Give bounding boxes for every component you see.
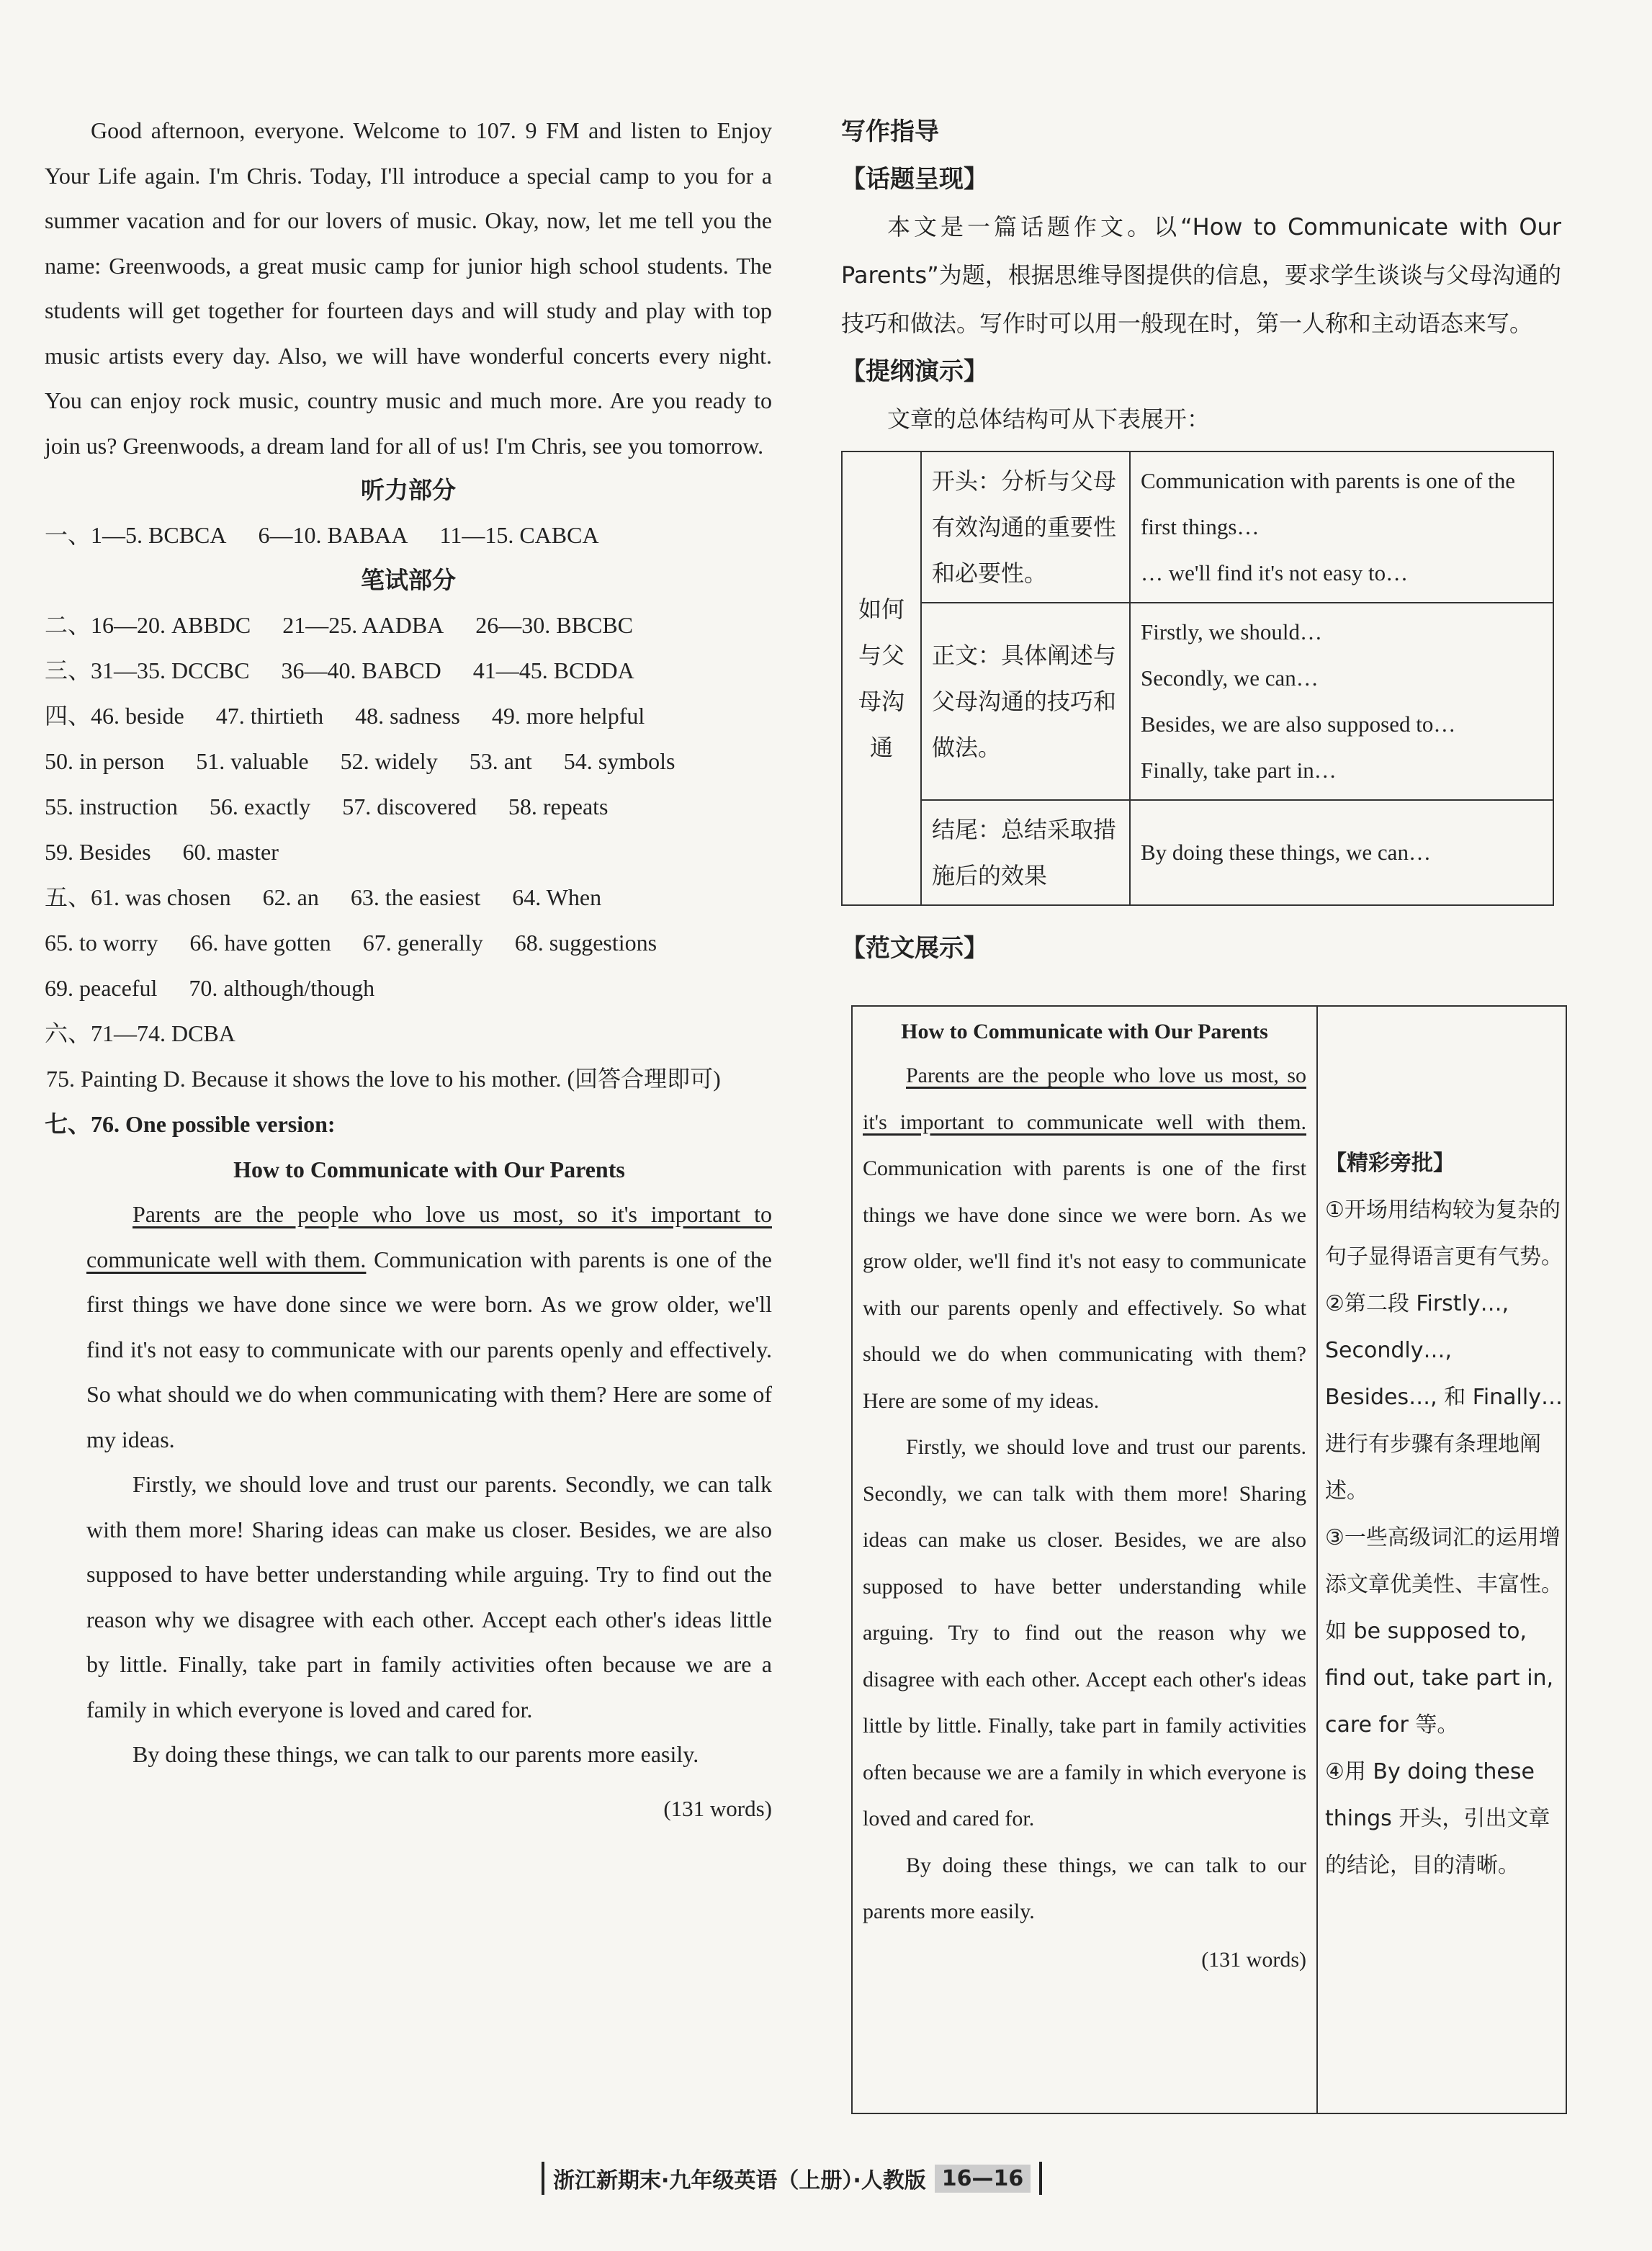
written-section-title: 笔试部分 — [361, 566, 456, 594]
answers-section-5b: 65. to worry 66. have gotten 67. generally 68. suggestions — [45, 930, 657, 956]
comment-2: ②第二段 Firstly…, Secondly…, Besides…, 和 Finally…进行有步骤有条理地阐述。 — [1325, 1291, 1563, 1504]
sample-paragraph-1: Parents are the people who love us most, so it's important to communicate well with them. Communication with parents is one of the first things we have done since we were born. As we grow older, we'll find it's not easy to communicate with our parents openly and effectively. So what should we do when communicating with them? Here are some of my ideas. — [863, 1064, 1306, 1413]
essay-title: How to Communicate with Our Parents — [233, 1156, 625, 1182]
answers-section-6: 六、71—74. DCBA — [45, 1020, 235, 1046]
page-footer — [533, 2160, 1051, 2196]
page-number: 16—16 — [935, 2165, 1031, 2193]
outline-part-2: 正文：具体阐述与父母沟通的技巧和做法。 — [921, 603, 1130, 800]
sample-label: 【范文展示】 — [841, 934, 988, 963]
comment-label: 【精彩旁批】 — [1325, 1151, 1455, 1176]
essay-word-count: (131 words) — [663, 1795, 772, 1821]
listening-section-title: 听力部分 — [361, 476, 456, 504]
answers-section-4c: 55. instruction 56. exactly 57. discovered 58. repeats — [45, 794, 609, 819]
comment-4: ④用 By doing these things 开头，引出文章的结论，目的清晰。 — [1325, 1759, 1550, 1878]
answers-section-3: 三、31—35. DCCBC 36—40. BABCD 41—45. BCDDA — [45, 657, 634, 683]
essay-paragraph-3: By doing these things, we can talk to our parents more easily. — [133, 1741, 699, 1767]
sample-word-count: (131 words) — [1201, 1947, 1306, 1972]
outline-root: 如何与父母沟通 — [842, 451, 921, 905]
answers-section-4b: 50. in person 51. valuable 52. widely 53. ant 54. symbols — [45, 748, 675, 774]
left-column — [45, 108, 772, 1830]
sample-essay-box — [851, 1005, 1567, 2114]
answers-section-4d: 59. Besides 60. master — [45, 839, 279, 865]
topic-text: 本文是一篇话题作文。以“How to Communicate with Our Parents”为题，根据思维导图提供的信息，要求学生谈谈与父母沟通的技巧和做法。写作时可以用一般现在时，第一人称和主动语态来写。 — [841, 213, 1561, 337]
writing-guide-title: 写作指导 — [841, 117, 939, 146]
essay-paragraph-2: Firstly, we should love and trust our parents. Secondly, we can talk with them more! Sharing ideas can make us closer. Besides, we are also supposed to have better understanding while arguing. Try to find out the reason why we disagree with each other. Accept each other's ideas little by little. Finally, take part in family activities often because we are a family in which everyone is loved and cared for. — [86, 1471, 772, 1722]
answers-section-5c: 69. peaceful 70. although/though — [45, 975, 375, 1001]
outline-intro: 文章的总体结构可从下表展开： — [887, 405, 1211, 433]
listening-script: Good afternoon, everyone. Welcome to 107. 9 FM and listen to Enjoy Your Life again. I'm Chris. Today, I'll introduce a special camp to you for a summer vacation and for our lovers of music. Okay, now, let me tell you the name: Greenwoods, a great music camp for junior high school students. The students will get together for fourteen days and will study and play with top music artists every day. Also, we will have wonderful concerts every night. You can enjoy rock music, country music and much more. Are you ready to join us? Greenwoods, a dream land for all of us! I'm Chris, see you tomorrow. — [45, 117, 772, 459]
comments-panel — [1319, 1140, 1568, 1889]
sample-paragraph-3: By doing these things, we can talk to our parents more easily. — [863, 1853, 1306, 1923]
answers-section-5: 五、61. was chosen 62. an 63. the easiest 64. When — [45, 884, 602, 910]
sample-essay-title: How to Communicate with Our Parents — [901, 1020, 1268, 1043]
answers-section-7: 七、76. One possible version: — [45, 1111, 336, 1137]
essay — [45, 1147, 772, 1830]
outline-label: 【提纲演示】 — [841, 357, 988, 386]
answers-section-6b: 75. Painting D. Because it shows the love to his mother. (回答合理即可) — [46, 1066, 721, 1092]
answers-section-1: 一、1—5. BCBCA 6—10. BABAA 11—15. CABCA — [45, 522, 599, 548]
comment-1: ①开场用结构较为复杂的句子显得语言更有气势。 — [1325, 1198, 1563, 1270]
footer-book-title: 浙江新期末·九年级英语（上册）·人教版 — [553, 2168, 926, 2193]
outline-lines-1: Communication with parents is one of the first things… … we'll find it's not easy to… — [1130, 451, 1553, 603]
sample-paragraph-2: Firstly, we should love and trust our parents. Secondly, we can talk with them more! Sharing ideas can make us closer. Besides, we are also supposed to have better understanding while arguing. Try to find out the reason why we disagree with each other. Accept each other's ideas little by little. Finally, take part in family activities often because we are a family in which everyone is loved and cared for. — [863, 1435, 1306, 1830]
answers-section-4: 四、46. beside 47. thirtieth 48. sadness 49. more helpful — [45, 703, 645, 729]
comment-3: ③一些高级词汇的运用增添文章优美性、丰富性。如 be supposed to, find out, take part in, care for 等。 — [1325, 1525, 1563, 1738]
right-column — [841, 108, 1561, 972]
outline-lines-2: Firstly, we should… Secondly, we can… Besides, we are also supposed to… Finally, take part in… — [1130, 603, 1553, 800]
answers-section-2: 二、16—20. ABBDC 21—25. AADBA 26—30. BBCBC — [45, 612, 633, 638]
outline-table — [841, 451, 1554, 906]
outline-lines-3: By doing these things, we can… — [1130, 800, 1553, 905]
outline-part-3: 结尾：总结采取措施后的效果 — [921, 800, 1130, 905]
topic-label: 【话题呈现】 — [841, 165, 988, 194]
outline-part-1: 开头：分析与父母有效沟通的重要性和必要性。 — [921, 451, 1130, 603]
sample-essay — [853, 1007, 1318, 2113]
essay-paragraph-1: Parents are the people who love us most, so it's important to communicate well with them. Communication with parents is one of the first things we have done since we were born. As we grow older, we'll find it's not easy to communicate with our parents openly and effectively. So what should we do when communicating with them? Here are some of my ideas. — [86, 1201, 773, 1452]
